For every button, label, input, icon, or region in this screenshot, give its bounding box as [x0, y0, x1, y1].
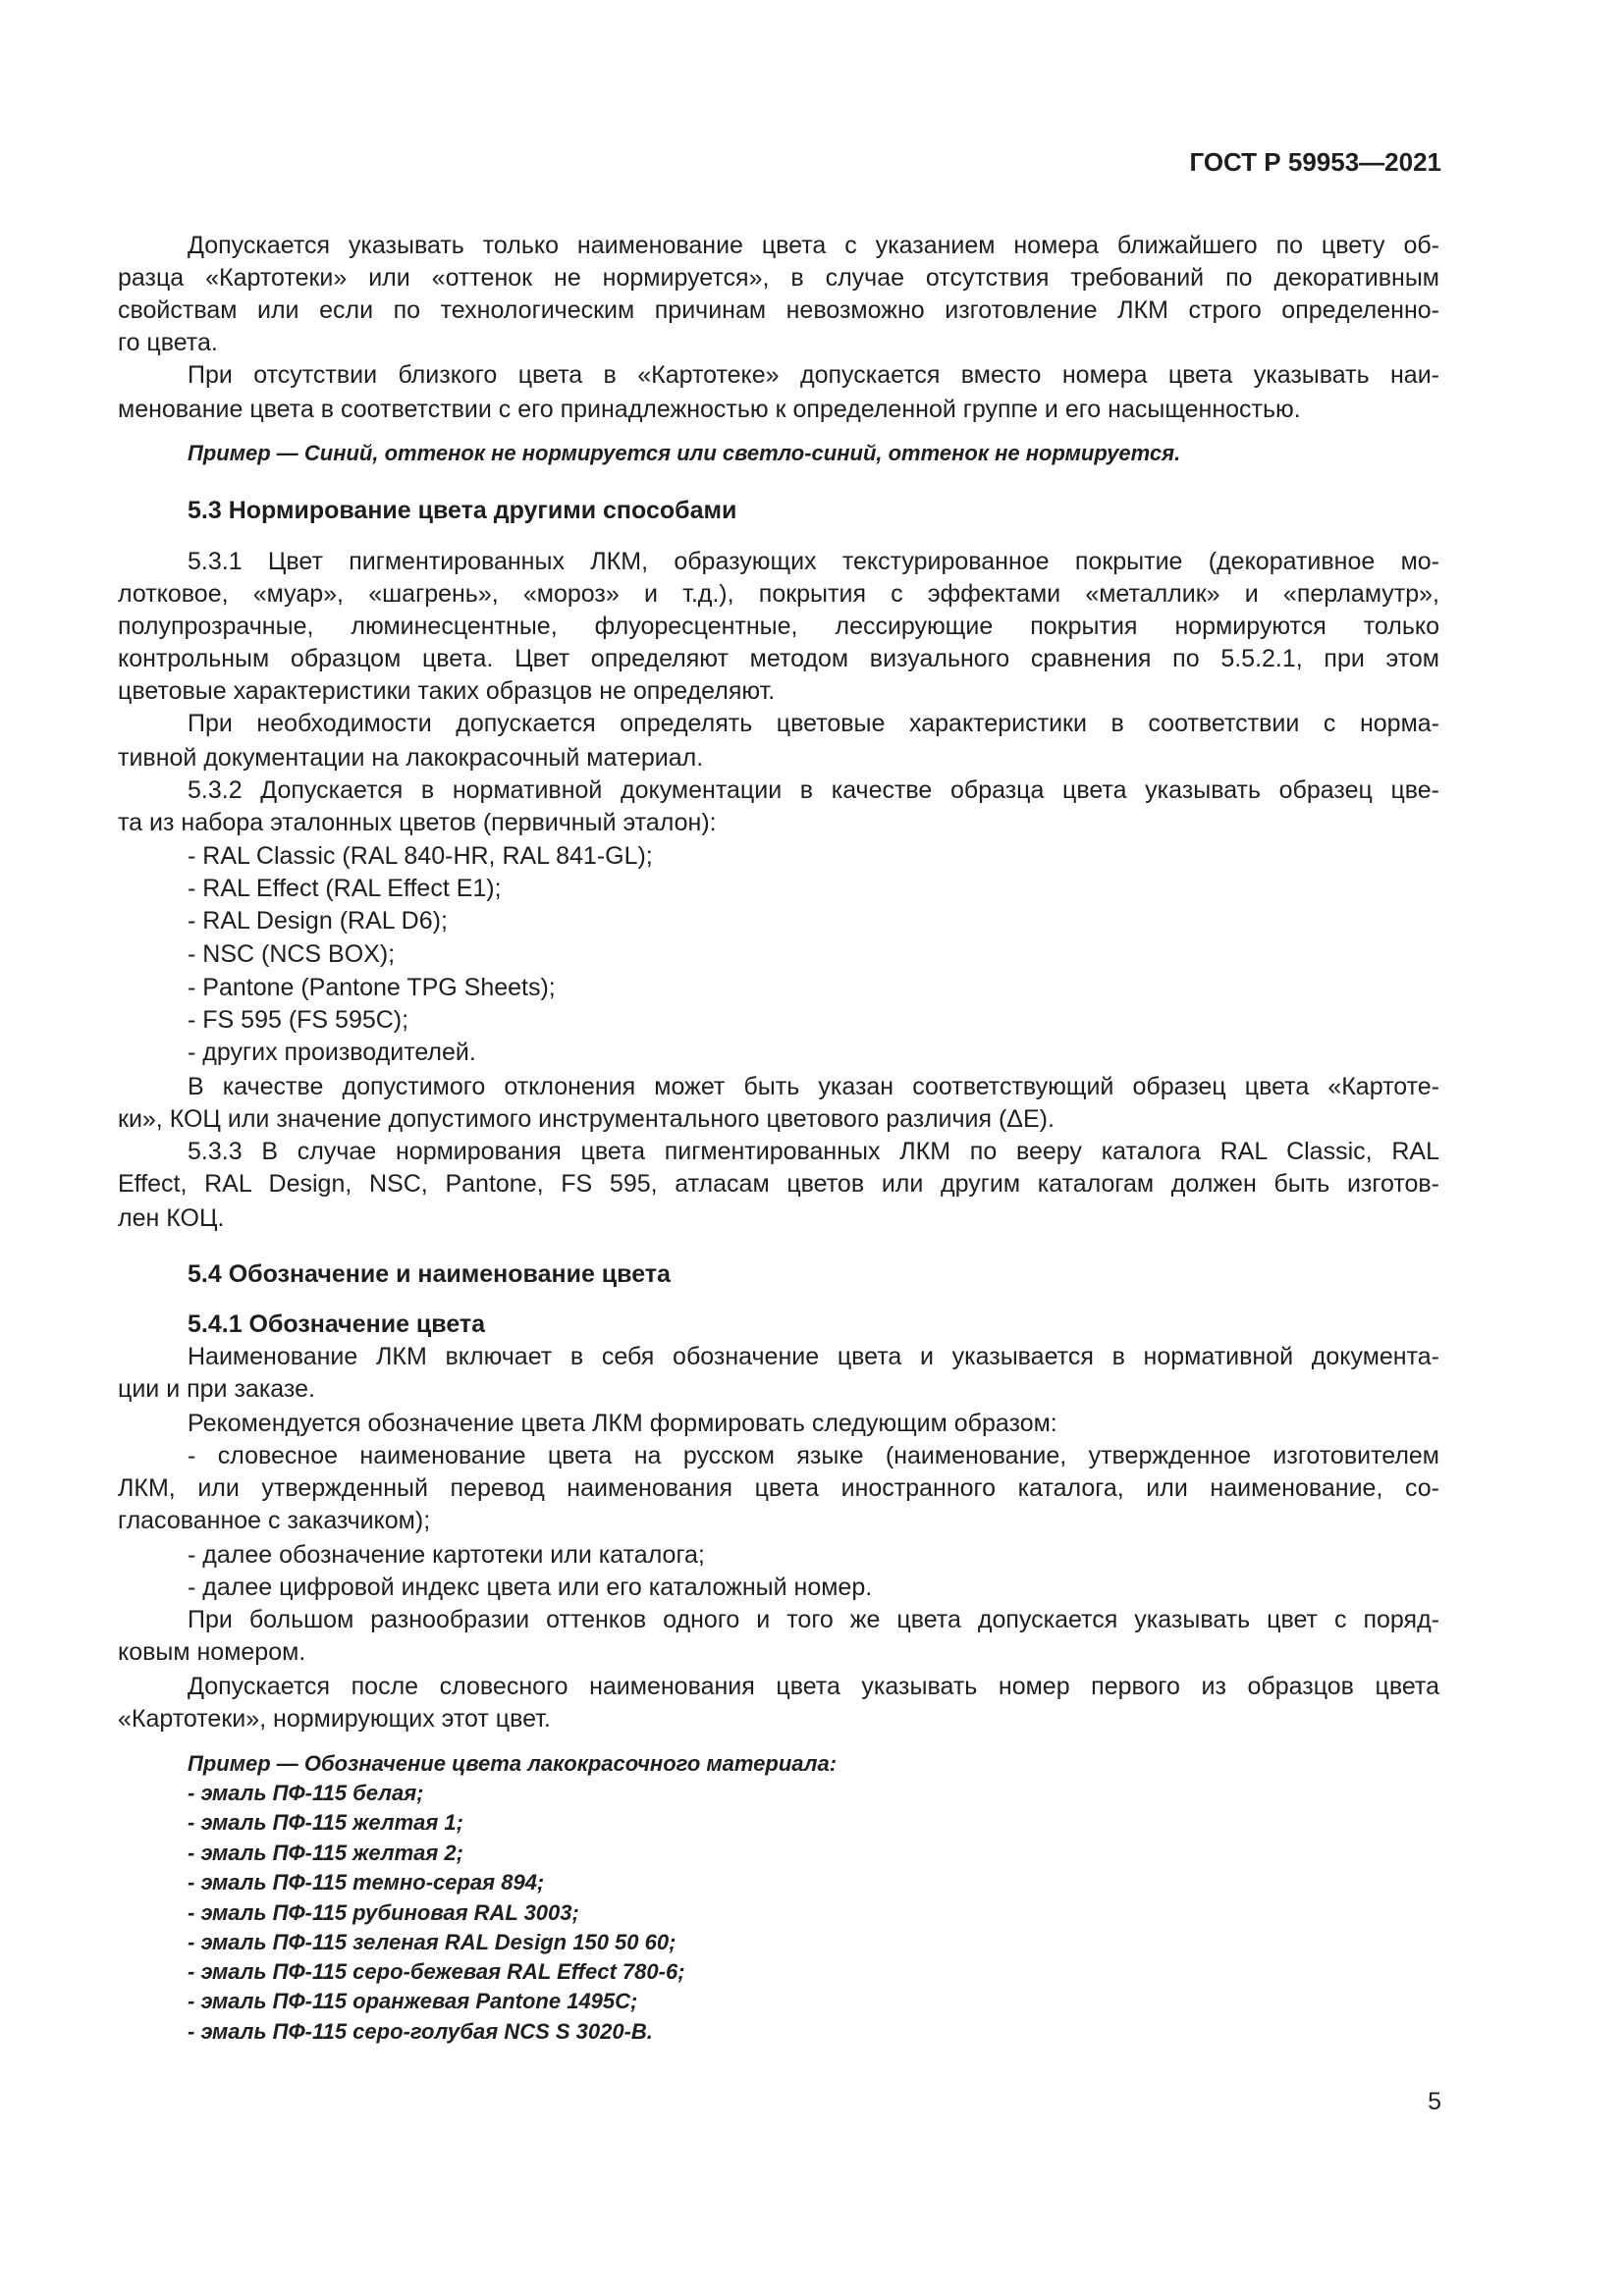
text-line: - словесное наименование цвета на русском языке (наименование, утвержденное изготовителем	[188, 1441, 1439, 1469]
text-line: В качестве допустимого отклонения может быть указан соответствующий образец цвета «Картоте-	[188, 1072, 1439, 1100]
text-line: - Pantone (Pantone TPG Sheets);	[188, 974, 556, 1002]
text-line: ковым номером.	[118, 1637, 306, 1666]
text-line: полупрозрачные, люминесцентные, флуоресцентные, лессирующие покрытия нормируются только	[118, 612, 1439, 640]
text-line: При отсутствии близкого цвета в «Картотеке» допускается вместо номера цвета указывать наи-	[188, 361, 1439, 390]
text-line: - NSC (NCS BOX);	[188, 939, 396, 968]
text-line: - FS 595 (FS 595C);	[188, 1006, 409, 1035]
section-heading: 5.4.1 Обозначение цвета	[188, 1310, 486, 1339]
text-line: разца «Картотеки» или «оттенок не нормируется», в случае отсутствия требований по декоративным	[118, 263, 1439, 292]
text-line: При большом разнообразии оттенков одного и того же цвета допускается указывать цвет с поряд-	[188, 1605, 1439, 1633]
text-line: ки», КОЦ или значение допустимого инструментального цветового различия (ΔE).	[118, 1105, 1055, 1134]
text-line: Effect, RAL Design, NSC, Pantone, FS 595, атласам цветов или другим каталогам должен быть изготов-	[118, 1170, 1439, 1199]
example-line: Пример — Синий, оттенок не нормируется или светло-синий, оттенок не нормируется.	[188, 440, 1181, 465]
example-line: Пример — Обозначение цвета лакокрасочного материала:	[188, 1751, 838, 1777]
example-line: - эмаль ПФ-115 желтая 1;	[188, 1810, 463, 1836]
example-line: - эмаль ПФ-115 желтая 2;	[188, 1840, 463, 1865]
text-line: контрольным образцом цвета. Цвет определяют методом визуального сравнения по 5.5.2.1, при этом	[118, 644, 1439, 672]
text-line: ЛКМ, или утвержденный перевод наименования цвета иностранного каталога, или наименование, со-	[118, 1474, 1439, 1503]
example-line: - эмаль ПФ-115 рубиновая RAL 3003;	[188, 1900, 579, 1926]
text-line: лен КОЦ.	[118, 1203, 225, 1232]
text-line: лотковое, «муар», «шагрень», «мороз» и т.д.), покрытия с эффектами «металлик» и «перламутр»,	[118, 579, 1439, 608]
document-header-id: ГОСТ Р 59953—2021	[1189, 147, 1441, 177]
text-line: - RAL Classic (RAL 840-HR, RAL 841-GL);	[188, 842, 653, 871]
text-line: Допускается после словесного наименования цвета указывать номер первого из образцов цвета	[188, 1672, 1439, 1700]
text-line: цветовые характеристики таких образцов не определяют.	[118, 676, 776, 705]
example-line: - эмаль ПФ-115 зеленая RAL Design 150 50 60;	[188, 1930, 677, 1955]
text-line: менование цвета в соответствии с его принадлежностью к определенной группе и его насыщенностью.	[118, 395, 1301, 423]
text-line: го цвета.	[118, 328, 218, 356]
text-line: свойствам или если по технологическим причинам невозможно изготовление ЛКМ строго определенно-	[118, 295, 1439, 324]
text-line: - других производителей.	[188, 1039, 476, 1067]
section-heading: 5.3 Нормирование цвета другими способами	[188, 497, 737, 525]
text-line: - RAL Effect (RAL Effect E1);	[188, 875, 502, 903]
example-line: - эмаль ПФ-115 оранжевая Pantone 1495C;	[188, 1989, 638, 2014]
text-line: - далее цифровой индекс цвета или его каталожный номер.	[188, 1573, 873, 1601]
text-line: При необходимости допускается определять цветовые характеристики в соответствии с норма-	[188, 709, 1439, 737]
text-line: «Картотеки», нормирующих этот цвет.	[118, 1704, 551, 1733]
text-line: Допускается указывать только наименование цвета с указанием номера ближайшего по цвету об-	[188, 231, 1439, 259]
text-line: - RAL Design (RAL D6);	[188, 907, 448, 935]
text-line: 5.3.3 В случае нормирования цвета пигментированных ЛКМ по вееру каталога RAL Classic, RAL	[188, 1138, 1439, 1166]
text-line: гласованное с заказчиком);	[118, 1507, 431, 1535]
text-line: Наименование ЛКМ включает в себя обозначение цвета и указывается в нормативной документа-	[188, 1343, 1439, 1371]
text-line: 5.3.1 Цвет пигментированных ЛКМ, образующих текстурированное покрытие (декоративное мо-	[188, 547, 1439, 575]
example-line: - эмаль ПФ-115 серо-голубая NCS S 3020-B.	[188, 2018, 653, 2044]
example-line: - эмаль ПФ-115 серо-бежевая RAL Effect 780-6;	[188, 1959, 685, 1985]
text-line: ции и при заказе.	[118, 1375, 315, 1404]
text-line: Рекомендуется обозначение цвета ЛКМ формировать следующим образом:	[188, 1409, 1057, 1437]
text-line: 5.3.2 Допускается в нормативной документации в качестве образца цвета указывать образец цве-	[188, 775, 1439, 804]
example-line: - эмаль ПФ-115 темно-серая 894;	[188, 1869, 545, 1895]
text-line: - далее обозначение картотеки или каталога;	[188, 1540, 705, 1569]
text-line: та из набора эталонных цветов (первичный эталон):	[118, 808, 717, 836]
page-number: 5	[1428, 2088, 1441, 2115]
text-line: тивной документации на лакокрасочный материал.	[118, 743, 704, 772]
example-line: - эмаль ПФ-115 белая;	[188, 1781, 424, 1806]
section-heading: 5.4 Обозначение и наименование цвета	[188, 1259, 671, 1288]
